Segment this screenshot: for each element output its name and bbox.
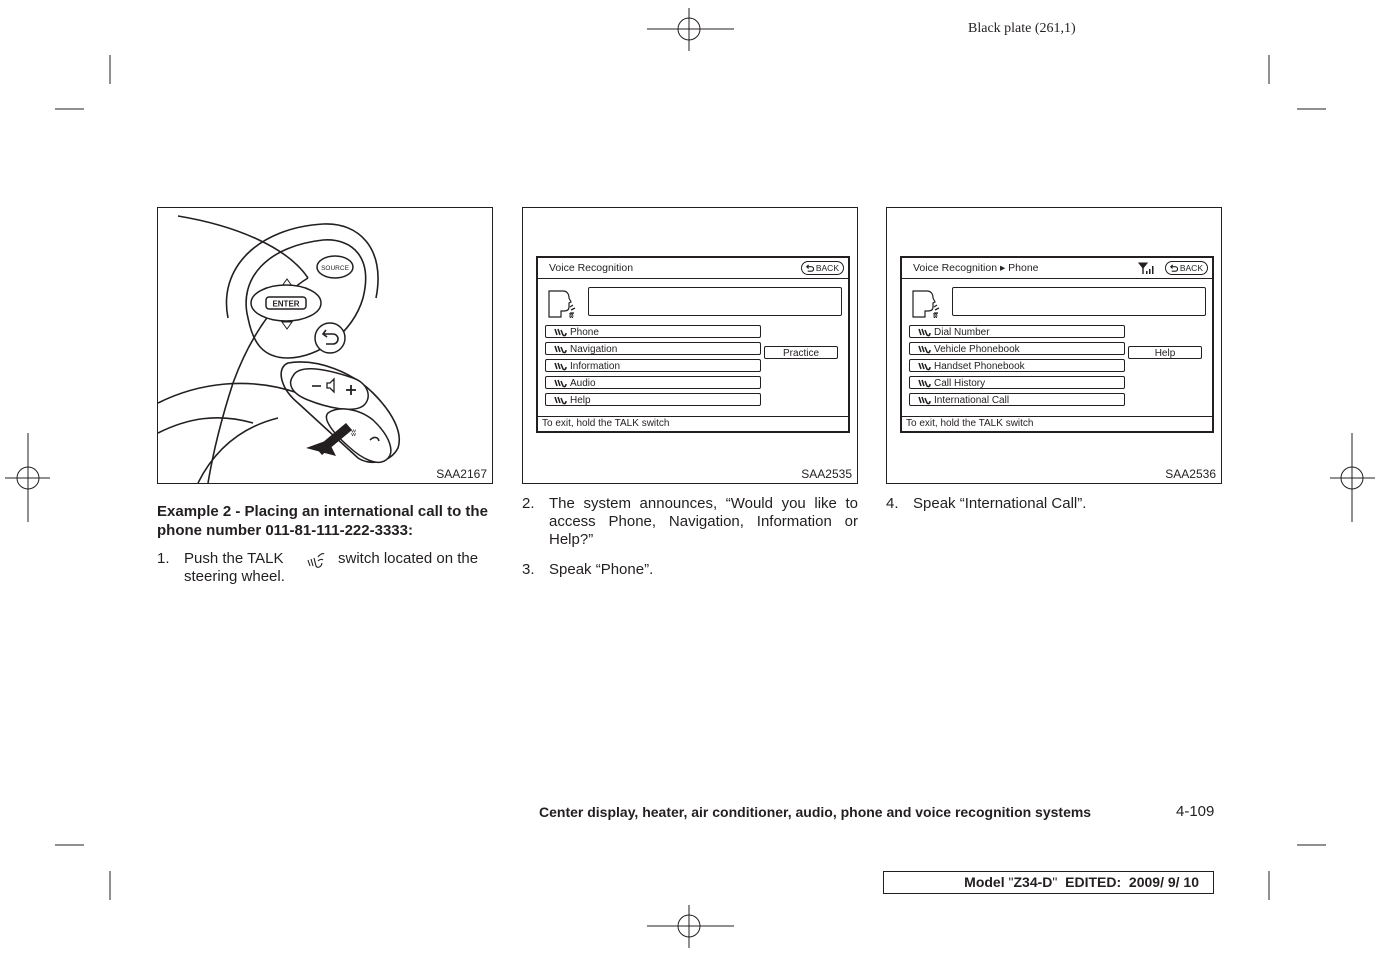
back-arrow-icon bbox=[805, 264, 814, 273]
figure-voice-recognition bbox=[522, 207, 858, 484]
svg-text:ʬ: ʬ bbox=[351, 428, 357, 439]
edited-date: EDITED: 2009/ 9/ 10 bbox=[1057, 874, 1199, 890]
menu-item-label: Phone bbox=[570, 327, 599, 338]
step-1 bbox=[157, 550, 494, 590]
recognition-text-field bbox=[952, 287, 1206, 316]
recognition-text-field bbox=[588, 287, 842, 316]
voice-command-icon bbox=[918, 362, 931, 371]
speaking-face-icon bbox=[547, 289, 581, 319]
title-divider bbox=[538, 278, 848, 279]
step-4 bbox=[886, 495, 1222, 515]
model-open-quote: " bbox=[1008, 874, 1014, 890]
screen-title: Voice Recognition bbox=[549, 262, 634, 274]
source-label: SOURCE bbox=[321, 265, 349, 272]
menu-item-audio[interactable] bbox=[545, 376, 761, 389]
menu-item-help[interactable] bbox=[545, 393, 761, 406]
voice-command-icon bbox=[918, 345, 931, 354]
practice-button[interactable]: Practice bbox=[764, 346, 838, 359]
step-number: 3. bbox=[522, 561, 535, 578]
step-text: Speak “International Call”. bbox=[913, 495, 1087, 512]
title-divider bbox=[902, 278, 1212, 279]
figure-code: SAA2536 bbox=[1165, 467, 1216, 481]
speaking-face-icon bbox=[911, 289, 945, 319]
step-3 bbox=[522, 561, 858, 581]
section-title: Center display, heater, air conditioner, audio, phone and voice recognition systems bbox=[539, 804, 1092, 820]
back-arrow-icon bbox=[1169, 264, 1178, 273]
step-number: 4. bbox=[886, 495, 899, 512]
back-button[interactable] bbox=[1165, 261, 1208, 275]
figure-steering-switch bbox=[157, 207, 493, 484]
footer-divider bbox=[902, 416, 1212, 417]
menu-item-dial-number[interactable] bbox=[909, 325, 1125, 338]
menu-item-label: Vehicle Phonebook bbox=[934, 344, 1020, 355]
plate-label: Black plate (261,1) bbox=[968, 21, 1076, 36]
step-2 bbox=[522, 495, 858, 551]
vr-screen bbox=[536, 256, 850, 433]
back-label: BACK bbox=[815, 263, 839, 273]
menu-item-information[interactable] bbox=[545, 359, 761, 372]
signal-strength-icon bbox=[1138, 262, 1156, 274]
svg-text:ʬ: ʬ bbox=[933, 311, 938, 319]
back-button[interactable] bbox=[801, 261, 844, 275]
step-text: steering wheel. bbox=[184, 568, 285, 585]
steering-wheel-illustration bbox=[158, 208, 492, 483]
menu-item-label: Information bbox=[570, 361, 621, 372]
menu-item-navigation[interactable] bbox=[545, 342, 761, 355]
voice-command-icon bbox=[918, 379, 931, 388]
voice-command-icon bbox=[554, 362, 567, 371]
voice-command-icon bbox=[554, 379, 567, 388]
volume-switch-icon bbox=[291, 369, 369, 410]
menu-item-label: Dial Number bbox=[934, 327, 990, 338]
menu-item-vehicle-phonebook[interactable] bbox=[909, 342, 1125, 355]
screen-footer-text: To exit, hold the TALK switch bbox=[542, 418, 670, 429]
menu-item-label: Help bbox=[570, 395, 591, 406]
figure-code: SAA2535 bbox=[801, 467, 852, 481]
talk-switch-icon bbox=[305, 551, 327, 571]
step-text: The system announces, “Would you like to access Phone, Navigation, Information or Help?” bbox=[549, 495, 858, 548]
enter-label: ENTER bbox=[272, 299, 300, 309]
vr-phone-screen bbox=[900, 256, 1214, 433]
screen-footer-text: To exit, hold the TALK switch bbox=[906, 418, 1034, 429]
help-button[interactable]: Help bbox=[1128, 346, 1202, 359]
menu-item-phone[interactable] bbox=[545, 325, 761, 338]
menu-item-call-history[interactable] bbox=[909, 376, 1125, 389]
back-button-icon bbox=[315, 323, 345, 353]
menu-item-label: Call History bbox=[934, 378, 986, 389]
model-code: Z34-D bbox=[1013, 874, 1053, 890]
back-label: BACK bbox=[1179, 263, 1203, 273]
down-arrow-icon bbox=[282, 322, 292, 329]
voice-command-icon bbox=[918, 396, 931, 405]
menu-item-international-call[interactable] bbox=[909, 393, 1125, 406]
figure-voice-recognition-phone bbox=[886, 207, 1222, 484]
voice-command-icon bbox=[918, 328, 931, 337]
example-heading: Example 2 - Placing an international call to the phone number 011-81-111-222-3333: bbox=[157, 503, 488, 539]
menu-item-label: Navigation bbox=[570, 344, 618, 355]
menu-item-label: Audio bbox=[570, 378, 596, 389]
step-number: 2. bbox=[522, 495, 535, 512]
enter-button-icon bbox=[251, 285, 321, 321]
menu-item-label: Handset Phonebook bbox=[934, 361, 1025, 372]
model-prefix: Model bbox=[964, 874, 1009, 890]
screen-title: Voice Recognition ▸ Phone bbox=[913, 262, 1039, 274]
menu-item-handset-phonebook[interactable] bbox=[909, 359, 1125, 372]
menu-item-label: International Call bbox=[934, 395, 1010, 406]
page-number: 4-109 bbox=[1176, 803, 1215, 820]
model-close-quote: " bbox=[1052, 874, 1058, 890]
svg-text:ʬ: ʬ bbox=[569, 311, 574, 319]
step-text: Speak “Phone”. bbox=[549, 561, 654, 578]
figure-code: SAA2167 bbox=[436, 467, 487, 481]
footer-divider bbox=[538, 416, 848, 417]
step-text: switch located on the bbox=[338, 550, 479, 567]
model-edited-box bbox=[883, 871, 1214, 894]
source-button-icon bbox=[317, 256, 353, 278]
voice-command-icon bbox=[554, 396, 567, 405]
step-text: Push the TALK bbox=[184, 550, 284, 567]
step-number: 1. bbox=[157, 550, 170, 567]
voice-command-icon bbox=[554, 328, 567, 337]
voice-command-icon bbox=[554, 345, 567, 354]
